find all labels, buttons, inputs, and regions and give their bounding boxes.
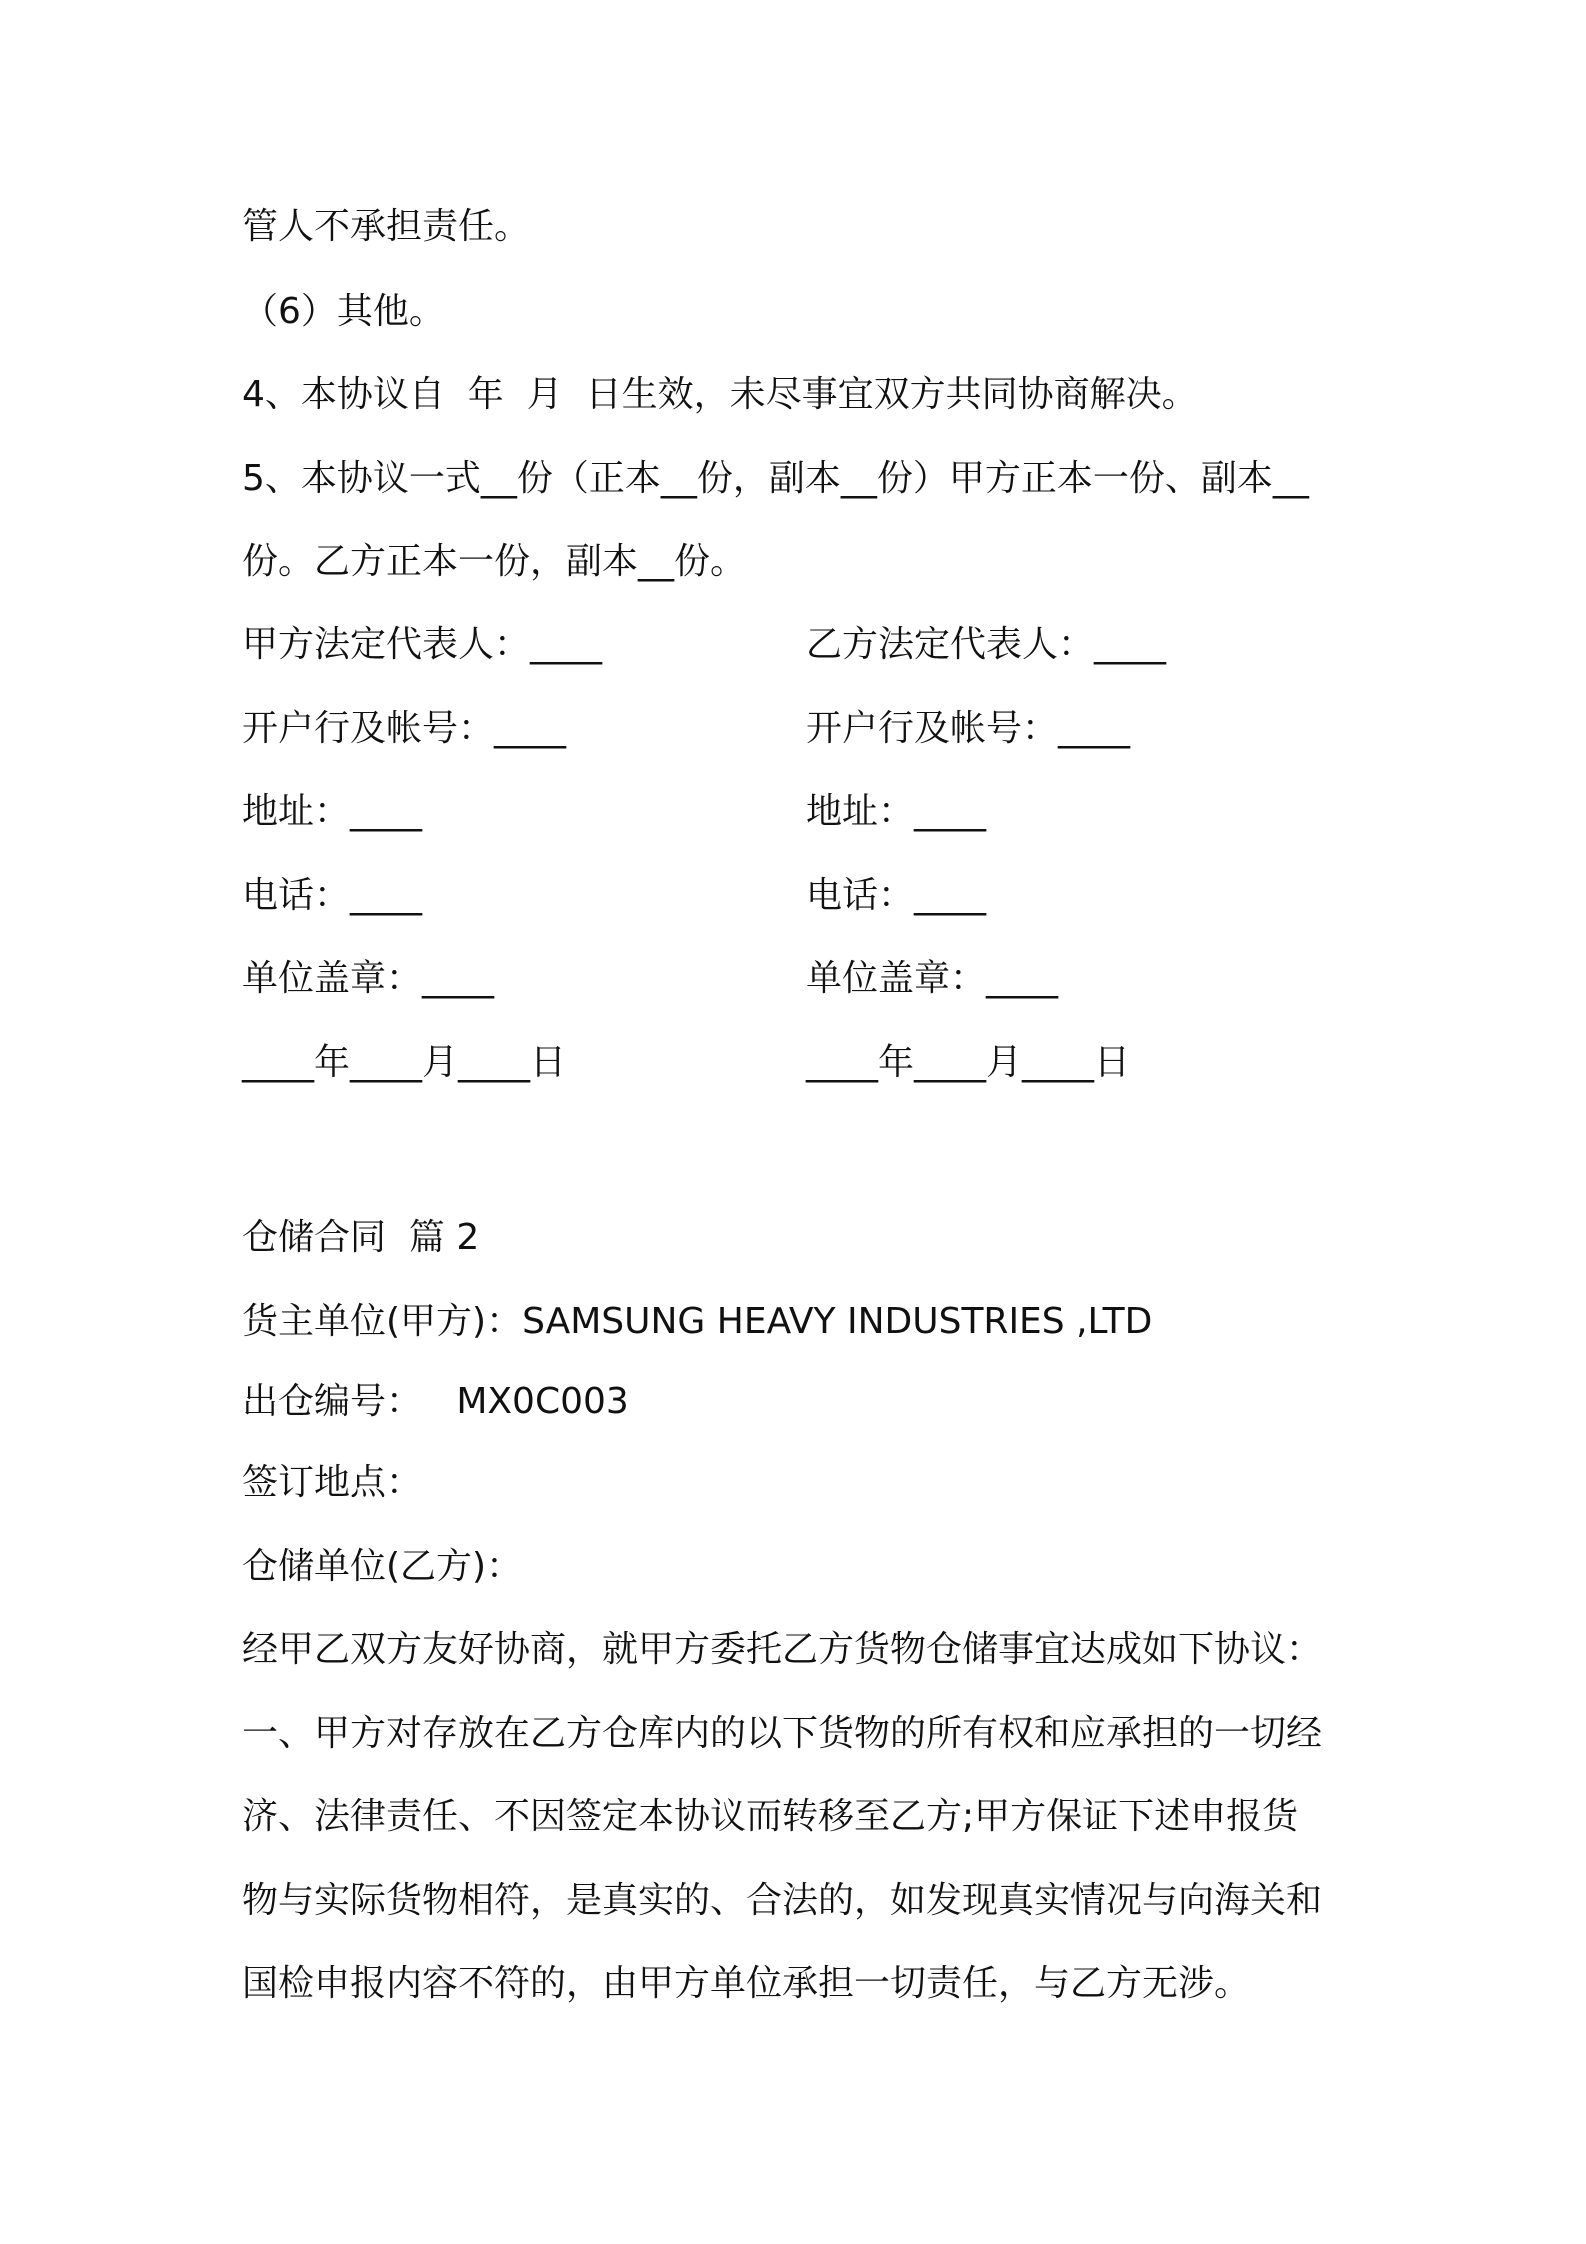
- clause-line: 物与实际货物相符，是真实的、合法的，如发现真实情况与向海关和: [242, 1880, 1323, 1921]
- party-a-representative: 甲方法定代表人：____: [242, 624, 603, 665]
- party-a-phone: 电话：____: [242, 875, 423, 916]
- party-a-date: ____年____月____日: [242, 1042, 567, 1083]
- text-line: （6）其他。: [242, 291, 445, 332]
- clause-line: 一、甲方对存放在乙方仓库内的以下货物的所有权和应承担的一切经: [242, 1713, 1323, 1754]
- intro-paragraph: 经甲乙双方友好协商，就甲方委托乙方货物仓储事宜达成如下协议：: [242, 1629, 1323, 1670]
- text-line: 4、本协议自 年 月 日生效，未尽事宜双方共同协商解决。: [242, 374, 1198, 415]
- party-b-address: 地址：____: [806, 791, 987, 832]
- party-b-date: ____年____月____日: [806, 1042, 1131, 1083]
- clause-line: 国检申报内容不符的，由甲方单位承担一切责任，与乙方无涉。: [242, 1963, 1251, 2004]
- text-line: 份。乙方正本一份，副本__份。: [242, 541, 747, 582]
- party-b-seal: 单位盖章：____: [806, 958, 1059, 999]
- clause-line: 济、法律责任、不因签定本协议而转移至乙方;甲方保证下述申报货: [242, 1796, 1299, 1837]
- text-line: 管人不承担责任。: [242, 206, 531, 247]
- outbound-number: 出仓编号： MX0C003: [242, 1381, 629, 1422]
- text-line: 5、本协议一式__份（正本__份，副本__份）甲方正本一份、副本__: [242, 458, 1309, 499]
- party-b-phone: 电话：____: [806, 875, 987, 916]
- cargo-owner: 货主单位(甲方)：SAMSUNG HEAVY INDUSTRIES ,LTD: [242, 1301, 1153, 1342]
- party-a-bank-account: 开户行及帐号：____: [242, 708, 567, 749]
- signing-place: 签订地点：: [242, 1462, 423, 1503]
- party-a-address: 地址：____: [242, 791, 423, 832]
- section-title: 仓储合同 篇 2: [242, 1217, 480, 1258]
- storage-unit: 仓储单位(乙方)：: [242, 1546, 523, 1587]
- party-b-representative: 乙方法定代表人：____: [806, 624, 1167, 665]
- party-a-seal: 单位盖章：____: [242, 958, 495, 999]
- party-b-bank-account: 开户行及帐号：____: [806, 708, 1131, 749]
